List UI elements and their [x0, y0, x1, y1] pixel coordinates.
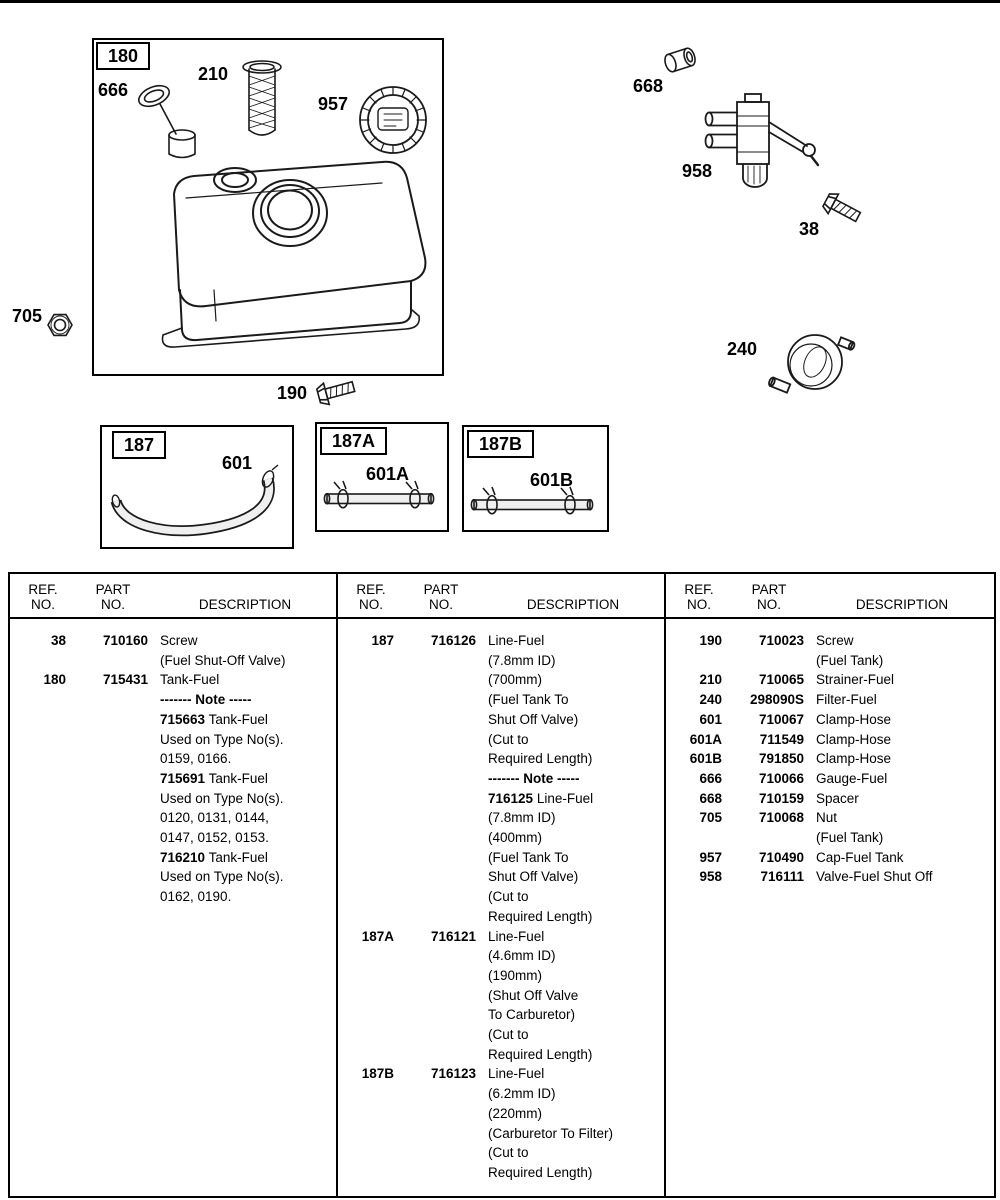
hose-a-box-label: 187A — [320, 427, 387, 455]
bold-part-number: ------- Note ----- — [488, 770, 580, 786]
description-line: (220mm) — [488, 1105, 543, 1121]
table-rows — [10, 619, 336, 907]
description-line: Required Length) — [488, 1046, 593, 1062]
table-header — [666, 574, 994, 619]
description-cell — [816, 769, 988, 789]
part-no-cell: 716121 — [430, 928, 476, 944]
part-no-cell: 791850 — [758, 751, 804, 767]
ref-no-cell: 666 — [699, 770, 722, 786]
description-line: Required Length) — [488, 1164, 593, 1180]
part-no-cell: 298090S — [749, 692, 804, 708]
description-cell — [160, 631, 330, 670]
table-row — [676, 730, 988, 750]
description-line — [160, 690, 330, 710]
fuel-strainer-icon — [243, 61, 281, 135]
part-no-cell: 710160 — [102, 633, 148, 648]
description-line: (Cut to — [488, 1145, 529, 1161]
description-line: (190mm) — [488, 967, 543, 983]
part-no-cell: 710023 — [758, 633, 804, 648]
fuel-valve-icon — [703, 92, 828, 222]
part-no-cell: 710490 — [758, 849, 804, 865]
description-line: (Cut to — [488, 889, 529, 905]
callout-957: 957 — [318, 94, 349, 114]
description-line: (Fuel Shut-Off Valve) — [160, 652, 286, 668]
table-header — [10, 574, 336, 619]
ref-no-cell: 958 — [699, 869, 722, 885]
description-cell — [816, 710, 988, 730]
description-line: 0159, 0166. — [160, 751, 232, 767]
table-row — [20, 670, 330, 906]
description-line: Shut Off Valve) — [488, 869, 579, 885]
description-line: 0162, 0190. — [160, 889, 232, 905]
callout-668: 668 — [633, 76, 664, 96]
description-line: 0120, 0131, 0144, — [160, 810, 269, 826]
description-cell — [488, 927, 658, 1065]
table-row — [676, 631, 988, 670]
description-header: DESCRIPTION — [198, 597, 292, 612]
description-line: Line-Fuel — [488, 928, 545, 944]
bold-part-number: 716125 — [488, 790, 534, 806]
description-line: (Carburetor To Filter) — [488, 1125, 614, 1141]
description-line: (Cut to — [488, 1027, 529, 1043]
description-line: Clamp-Hose — [816, 711, 892, 727]
description-cell — [816, 848, 988, 868]
ref-no-cell: 187 — [371, 633, 394, 648]
table-row — [676, 867, 988, 887]
description-cell — [160, 670, 330, 906]
ref-no-cell: 601B — [689, 751, 722, 767]
fuel-tank-illustration — [94, 40, 438, 370]
ref-no-header: REF. NO. — [356, 582, 386, 612]
description-line: Gauge-Fuel — [816, 770, 888, 786]
description-line: Filter-Fuel — [816, 692, 877, 708]
description-header: DESCRIPTION — [855, 597, 949, 612]
description-line: (4.6mm ID) — [488, 948, 556, 964]
fuel-tank-group-box — [92, 38, 444, 376]
description-line: 715691 Tank-Fuel — [160, 770, 268, 786]
part-no-cell: 710067 — [758, 711, 804, 727]
part-no-cell: 710159 — [758, 790, 804, 806]
bold-part-number: ------- Note ----- — [160, 692, 252, 708]
description-line: Used on Type No(s). — [160, 731, 284, 747]
bold-part-number: 716210 — [160, 849, 206, 865]
callout-190: 190 — [277, 383, 308, 403]
description-cell — [816, 808, 988, 847]
table-row — [676, 749, 988, 769]
table-row — [348, 1064, 658, 1182]
table-row — [676, 848, 988, 868]
callout-240: 240 — [727, 339, 758, 359]
description-line: Cap-Fuel Tank — [816, 849, 904, 865]
part-no-cell: 710068 — [758, 810, 804, 826]
description-line: Screw — [160, 633, 198, 648]
table-row — [676, 670, 988, 690]
description-line: Spacer — [816, 790, 859, 806]
part-no-header: PART NO. — [751, 582, 787, 612]
description-line: Required Length) — [488, 908, 593, 924]
table-row — [20, 631, 330, 670]
description-line: 715663 Tank-Fuel — [160, 711, 268, 727]
description-cell — [816, 631, 988, 670]
part-no-cell: 716123 — [430, 1066, 476, 1082]
ref-no-cell: 187A — [361, 928, 394, 944]
description-cell — [488, 1064, 658, 1182]
fuel-cap-icon — [360, 87, 426, 153]
description-line: Used on Type No(s). — [160, 869, 284, 885]
table-row — [676, 789, 988, 809]
description-line: (6.2mm ID) — [488, 1086, 556, 1102]
description-line: Clamp-Hose — [816, 731, 892, 747]
description-cell — [816, 749, 988, 769]
description-line: Tank-Fuel — [160, 672, 220, 688]
description-line: (Fuel Tank) — [816, 830, 884, 846]
table-column-3 — [666, 574, 994, 1196]
ref-no-header: REF. NO. — [28, 582, 58, 612]
bold-part-number: 715663 — [160, 711, 206, 727]
ref-no-cell: 210 — [699, 672, 722, 688]
description-line: (Fuel Tank To — [488, 849, 569, 865]
callout-38: 38 — [799, 219, 820, 239]
ref-no-cell: 190 — [699, 633, 722, 648]
description-line: Nut — [816, 810, 838, 826]
table-row — [676, 710, 988, 730]
ref-no-header: REF. NO. — [684, 582, 714, 612]
ref-no-cell: 180 — [43, 672, 66, 688]
part-no-header: PART NO. — [423, 582, 459, 612]
description-line: Screw — [816, 633, 854, 648]
nut-icon — [46, 312, 76, 340]
part-no-cell: 710065 — [758, 672, 804, 688]
description-line: Used on Type No(s). — [160, 790, 284, 806]
hose-box-label: 187 — [112, 431, 166, 459]
description-line: Shut Off Valve) — [488, 711, 579, 727]
table-row — [676, 769, 988, 789]
table-row — [348, 927, 658, 1065]
part-no-cell: 711549 — [759, 731, 804, 747]
ref-no-cell: 187B — [361, 1066, 394, 1082]
table-rows — [338, 619, 664, 1183]
callout-705: 705 — [12, 306, 43, 326]
callout-958: 958 — [682, 161, 713, 181]
description-line: (700mm) — [488, 672, 543, 688]
ref-no-cell: 601 — [699, 711, 722, 727]
table-row — [676, 808, 988, 847]
description-cell — [816, 867, 988, 887]
description-line: (Fuel Tank) — [816, 652, 884, 668]
description-line — [488, 769, 658, 789]
description-line: (400mm) — [488, 830, 543, 846]
fuel-filter-icon — [765, 328, 859, 404]
fuel-tank-body — [163, 162, 426, 347]
description-line: (7.8mm ID) — [488, 810, 556, 826]
description-line: (7.8mm ID) — [488, 652, 556, 668]
table-row — [348, 631, 658, 927]
fuel-gauge-icon — [136, 82, 195, 158]
tank-screw-icon — [314, 376, 362, 408]
description-line: 716210 Tank-Fuel — [160, 849, 268, 865]
description-header: DESCRIPTION — [526, 597, 620, 612]
part-no-cell: 715431 — [102, 672, 148, 688]
part-no-cell: 710066 — [758, 770, 804, 786]
parts-diagram — [0, 0, 1000, 566]
description-line: To Carburetor) — [488, 1007, 576, 1023]
ref-no-cell: 601A — [689, 731, 722, 747]
description-line: Line-Fuel — [488, 633, 545, 648]
callout-666: 666 — [98, 80, 129, 100]
table-rows — [666, 619, 994, 887]
callout-601b: 601B — [530, 470, 574, 490]
parts-table — [8, 572, 996, 1198]
description-line: 716125 Line-Fuel — [488, 790, 594, 806]
valve-screw-icon — [820, 192, 870, 232]
ref-no-cell: 240 — [699, 692, 722, 708]
ref-no-cell: 668 — [699, 790, 722, 806]
description-line: (Cut to — [488, 731, 529, 747]
description-cell — [816, 730, 988, 750]
description-line: (Fuel Tank To — [488, 692, 569, 708]
spacer-icon — [662, 46, 700, 76]
table-column-2 — [338, 574, 666, 1196]
description-line: (Shut Off Valve — [488, 987, 579, 1003]
part-no-header: PART NO. — [95, 582, 131, 612]
description-line: 0147, 0152, 0153. — [160, 830, 269, 846]
description-line: Clamp-Hose — [816, 751, 892, 767]
callout-601: 601 — [222, 453, 253, 473]
description-cell — [816, 690, 988, 710]
table-column-1 — [10, 574, 338, 1196]
description-line: Required Length) — [488, 751, 593, 767]
hose-b-box-label: 187B — [467, 430, 534, 458]
bold-part-number: 715691 — [160, 770, 206, 786]
ref-no-cell: 38 — [50, 633, 66, 648]
table-header — [338, 574, 664, 619]
description-line: Valve-Fuel Shut Off — [816, 869, 933, 885]
description-line: Strainer-Fuel — [816, 672, 895, 688]
description-cell — [816, 670, 988, 690]
description-line: Line-Fuel — [488, 1066, 545, 1082]
callout-210: 210 — [198, 64, 229, 84]
part-no-cell: 716111 — [760, 869, 804, 885]
description-cell — [488, 631, 658, 927]
ref-no-cell: 957 — [699, 849, 722, 865]
description-cell — [816, 789, 988, 809]
callout-601a: 601A — [366, 464, 410, 484]
tank-box-label: 180 — [96, 42, 150, 70]
table-row — [676, 690, 988, 710]
ref-no-cell: 705 — [699, 810, 722, 826]
part-no-cell: 716126 — [430, 633, 476, 648]
